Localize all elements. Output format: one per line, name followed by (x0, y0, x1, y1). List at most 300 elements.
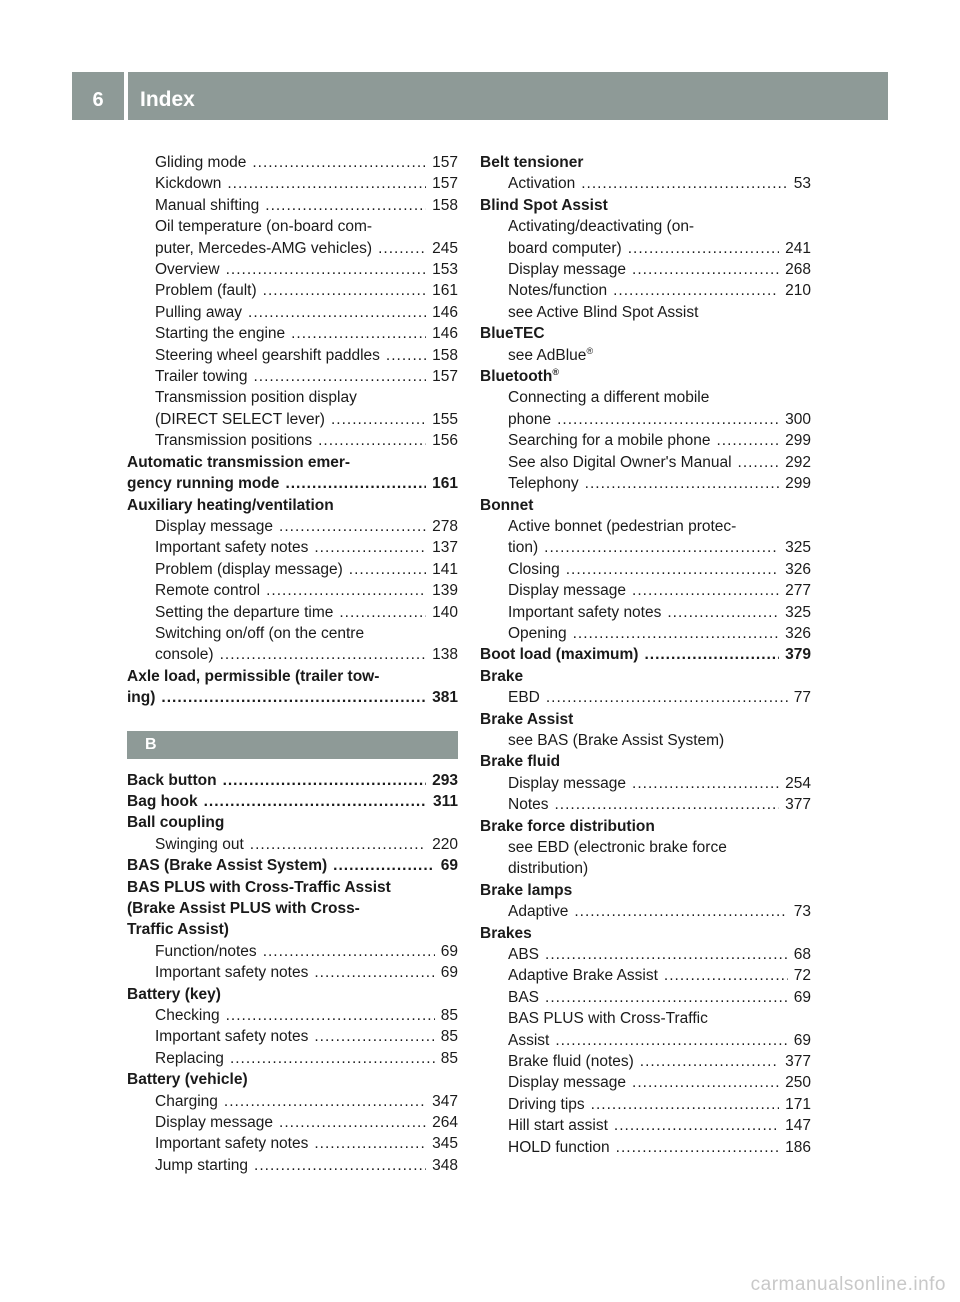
entry-text (480, 925, 532, 942)
page-ref[interactable]: 241 (785, 239, 811, 257)
entry-text (508, 944, 539, 965)
dot-leader (279, 516, 426, 537)
entry-label: Blind Spot Assist (480, 196, 608, 214)
index-heading (480, 366, 811, 387)
entry-label: Activation (508, 175, 576, 193)
dot-leader (664, 965, 788, 986)
entry-text (155, 559, 343, 580)
dot-leader (640, 1051, 779, 1072)
section-header-b: B (127, 731, 458, 759)
entry-text (127, 687, 155, 708)
index-heading (127, 812, 458, 833)
page-ref[interactable]: 153 (432, 261, 458, 279)
page-ref[interactable]: 158 (432, 196, 458, 214)
entry-text (127, 497, 334, 514)
entry-label: Adaptive Brake Assist (508, 967, 658, 985)
entry-text (508, 537, 538, 558)
registered-mark: ® (552, 366, 559, 377)
entry-label: BAS (508, 988, 540, 1006)
dot-leader (632, 259, 779, 280)
entry-text (155, 1155, 248, 1176)
dot-leader (263, 280, 426, 301)
index-subentry (480, 623, 811, 644)
page-ref[interactable]: 268 (785, 261, 811, 279)
entry-label: see Active Blind Spot Assist (508, 303, 699, 321)
dot-leader (557, 409, 779, 430)
entry-text (508, 304, 698, 321)
entry-text (508, 1072, 626, 1093)
entry-text (127, 921, 229, 938)
entry-label: Gliding mode (155, 154, 247, 171)
page-ref[interactable]: 146 (432, 303, 458, 321)
page-ref[interactable]: 277 (785, 582, 811, 600)
entry-label: Automatic transmission emer- (127, 453, 351, 471)
entry-text (155, 1026, 308, 1047)
entry-label: Starting the engine (155, 325, 286, 343)
entry-text (508, 860, 588, 877)
index-subentry (480, 687, 811, 708)
dot-leader (667, 602, 779, 623)
index-subentry (480, 901, 811, 922)
index-list-b (127, 770, 458, 1177)
entry-label: Brake (480, 667, 524, 685)
entry-text (155, 941, 257, 962)
page-ref[interactable]: 299 (785, 475, 811, 493)
page-ref[interactable]: 157 (432, 154, 458, 171)
entry-text (155, 962, 308, 983)
entry-text (480, 668, 523, 685)
entry-text (480, 711, 573, 728)
entry-text (508, 1030, 549, 1051)
page-ref[interactable]: 69 (440, 942, 458, 960)
dot-leader (314, 1133, 426, 1154)
index-subentry (127, 1133, 458, 1154)
dot-leader (581, 173, 788, 194)
page-ref[interactable]: 293 (432, 771, 458, 789)
index-subentry (127, 1026, 458, 1047)
dot-leader (226, 259, 427, 280)
entry-text (155, 218, 372, 235)
entry-label: BAS (Brake Assist System) (127, 857, 328, 875)
entry-text (155, 1048, 224, 1069)
page-ref[interactable]: 53 (793, 175, 811, 193)
dot-leader (738, 452, 780, 473)
entry-label: BAS PLUS with Cross-Traffic (508, 1010, 708, 1028)
index-subentry (480, 1072, 811, 1093)
page-ref[interactable]: 85 (440, 1049, 458, 1067)
page-ref[interactable]: 141 (432, 560, 458, 578)
page-ref[interactable]: 85 (440, 1007, 458, 1025)
index-subentry (480, 238, 811, 259)
page-ref[interactable]: 161 (432, 282, 458, 300)
page-ref[interactable]: 345 (432, 1135, 458, 1153)
page-ref[interactable]: 157 (432, 175, 458, 193)
watermark: carmanualsonline.info (750, 1274, 946, 1295)
dot-leader (252, 152, 426, 173)
index-subentry (480, 1030, 811, 1051)
page-ref[interactable]: 245 (432, 239, 458, 257)
dot-leader (265, 195, 426, 216)
entry-label: (DIRECT SELECT lever) (155, 410, 325, 428)
entry-label: BlueTEC (480, 325, 545, 343)
entry-label: Battery (key) (127, 985, 221, 1003)
page-ref[interactable]: 300 (785, 410, 811, 428)
entry-label: (Brake Assist PLUS with Cross- (127, 900, 360, 917)
entry-label: Active bonnet (pedestrian protec- (508, 517, 737, 535)
page-ref[interactable]: 157 (432, 368, 458, 386)
page-ref[interactable]: 146 (432, 325, 458, 343)
index-subentry (480, 537, 811, 558)
page-ref[interactable]: 69 (440, 964, 458, 982)
entry-label: Switching on/off (on the centre (155, 624, 365, 642)
entry-text (127, 900, 360, 917)
entry-label: phone (508, 410, 552, 428)
index-subentry (480, 1051, 811, 1072)
index-subentry (127, 345, 458, 366)
dot-leader (566, 559, 779, 580)
page-ref[interactable]: 299 (785, 432, 811, 450)
index-subentry (127, 430, 458, 451)
entry-label: Axle load, permissible (trailer tow- (127, 667, 380, 685)
entry-text (508, 218, 694, 235)
entry-text (480, 644, 638, 665)
entry-label: Important safety notes (155, 964, 309, 982)
entry-text (480, 368, 559, 385)
entry-text (127, 986, 221, 1003)
entry-label: Assist (508, 1031, 550, 1049)
page-ref[interactable]: 278 (432, 517, 458, 535)
entry-text (508, 238, 622, 259)
page-ref[interactable]: 139 (432, 582, 458, 600)
entry-label: See also Digital Owner's Manual (508, 453, 732, 471)
index-list-a (127, 152, 458, 709)
index-subentry (480, 1094, 811, 1115)
entry-label: Belt tensioner (480, 154, 584, 171)
entry-text (127, 668, 379, 685)
entry-label: Connecting a different mobile (508, 389, 710, 407)
dot-leader (613, 280, 779, 301)
dot-leader (314, 962, 434, 983)
page-ref[interactable]: 69 (440, 857, 458, 875)
entry-label: Replacing (155, 1049, 224, 1067)
dot-leader (161, 687, 426, 708)
entry-text (155, 834, 244, 855)
page-ref[interactable]: 140 (432, 603, 458, 621)
index-subentry (480, 409, 811, 430)
entry-text (155, 430, 312, 451)
index-heading (127, 984, 458, 1005)
entry-text (508, 280, 607, 301)
entry-label: Ball coupling (127, 814, 225, 832)
index-subentry (480, 302, 811, 323)
entry-text (508, 409, 551, 430)
index-subentry (127, 962, 458, 983)
index-heading (127, 666, 458, 687)
entry-text (127, 855, 327, 876)
dot-leader (616, 1137, 779, 1158)
page-ref[interactable]: 325 (785, 539, 811, 557)
page-ref[interactable]: 210 (785, 282, 811, 300)
page-ref[interactable]: 158 (432, 346, 458, 364)
dot-leader (331, 409, 426, 430)
entry-text (155, 259, 220, 280)
entry-label: Display message (508, 1074, 627, 1092)
page-ref[interactable]: 250 (785, 1074, 811, 1092)
page-ref[interactable]: 68 (793, 946, 811, 964)
entry-label: Overview (155, 261, 220, 279)
entry-label: Bluetooth (480, 368, 553, 386)
page-ref[interactable]: 85 (440, 1028, 458, 1046)
index-subentry (480, 858, 811, 879)
index-heading (480, 816, 811, 837)
dot-leader (318, 430, 426, 451)
dot-leader (248, 302, 426, 323)
index-subentry (480, 345, 811, 366)
index-subentry (127, 195, 458, 216)
index-subentry (127, 580, 458, 601)
entry-label: Problem (display message) (155, 560, 343, 578)
dot-leader (349, 559, 426, 580)
index-column-left (127, 152, 458, 1176)
entry-label: puter, Mercedes-AMG vehicles) (155, 239, 373, 257)
index-subentry (480, 730, 811, 751)
entry-text (127, 814, 224, 831)
entry-label: Auxiliary heating/ventilation (127, 496, 334, 514)
page-ref[interactable]: 156 (432, 432, 458, 450)
page-ref[interactable]: 381 (432, 689, 458, 707)
page-ref[interactable]: 264 (432, 1114, 458, 1132)
index-subentry (127, 409, 458, 430)
index-subentry (480, 1008, 811, 1029)
entry-text (508, 623, 567, 644)
entry-label: HOLD function (508, 1138, 610, 1156)
page-ref[interactable]: 138 (432, 646, 458, 664)
entry-text (155, 152, 246, 173)
index-subentry (480, 387, 811, 408)
dot-leader (227, 173, 426, 194)
entry-text (508, 1115, 608, 1136)
index-subentry (480, 944, 811, 965)
entry-label: Brake Assist (480, 710, 574, 728)
dot-leader (632, 580, 779, 601)
index-heading (127, 877, 458, 898)
index-subentry (127, 238, 458, 259)
entry-label: Bonnet (480, 496, 534, 514)
dot-leader (555, 794, 780, 815)
dot-leader (644, 644, 779, 665)
entry-text (508, 473, 579, 494)
index-subentry (127, 834, 458, 855)
entry-text (155, 345, 380, 366)
dot-leader (314, 1026, 434, 1047)
index-subentry (127, 602, 458, 623)
dot-leader (285, 473, 426, 494)
entry-label: Swinging out (155, 835, 244, 853)
page-ref[interactable]: 379 (785, 646, 811, 664)
entry-text (155, 389, 357, 406)
dot-leader (204, 791, 427, 812)
entry-text (508, 687, 540, 708)
index-column-right (480, 152, 811, 1158)
entry-label: ABS (508, 946, 540, 964)
page-ref[interactable]: 292 (785, 453, 811, 471)
dot-leader (224, 1091, 426, 1112)
dot-leader (614, 1115, 779, 1136)
index-list-right (480, 152, 811, 1158)
entry-text (155, 409, 325, 430)
index-heading (480, 751, 811, 772)
entry-label: Transmission positions (155, 432, 313, 450)
entry-label: EBD (508, 689, 540, 707)
entry-text (480, 154, 583, 171)
entry-label: Brake fluid (notes) (508, 1053, 634, 1071)
dot-leader (223, 770, 427, 791)
page-ref[interactable]: 77 (793, 689, 811, 707)
index-subentry (127, 1048, 458, 1069)
entry-label: Jump starting (155, 1156, 249, 1174)
page-ref[interactable]: 171 (785, 1095, 811, 1113)
entry-label: ing) (127, 689, 156, 707)
dot-leader (717, 430, 780, 451)
entry-text (480, 197, 608, 214)
index-subentry (480, 1137, 811, 1158)
index-subentry (127, 216, 458, 237)
entry-label: Battery (vehicle) (127, 1071, 248, 1089)
entry-label: Searching for a mobile phone (508, 432, 711, 450)
dot-leader (585, 473, 779, 494)
index-subentry (127, 537, 458, 558)
dot-leader (250, 834, 426, 855)
entry-text (508, 452, 732, 473)
entry-label: Kickdown (155, 175, 222, 193)
page-ref[interactable]: 69 (793, 1031, 811, 1049)
page-ref[interactable]: 348 (432, 1156, 458, 1174)
page-ref[interactable]: 325 (785, 603, 811, 621)
dot-leader (632, 773, 779, 794)
index-heading (127, 687, 458, 708)
entry-label: Back button (127, 771, 217, 789)
page-ref[interactable]: 377 (785, 1053, 811, 1071)
page-ref[interactable]: 220 (432, 835, 458, 853)
page-ref[interactable]: 311 (432, 792, 458, 810)
entry-text (508, 602, 661, 623)
entry-text (508, 1051, 634, 1072)
entry-label: Setting the departure time (155, 603, 334, 621)
index-subentry (480, 559, 811, 580)
index-heading (127, 770, 458, 791)
dot-leader (230, 1048, 435, 1069)
page-ref[interactable]: 72 (793, 967, 811, 985)
index-subentry (480, 965, 811, 986)
entry-text (127, 879, 391, 896)
index-subentry (127, 644, 458, 665)
page-ref[interactable]: 137 (432, 539, 458, 557)
page-ref[interactable]: 161 (432, 475, 458, 493)
entry-text (155, 302, 242, 323)
entry-label: Pulling away (155, 303, 243, 321)
index-subentry (480, 837, 811, 858)
index-heading (127, 1069, 458, 1090)
entry-text (155, 537, 308, 558)
dot-leader (573, 623, 780, 644)
entry-text (508, 430, 711, 451)
index-subentry (480, 280, 811, 301)
page-ref[interactable]: 377 (785, 796, 811, 814)
entry-text (508, 580, 626, 601)
index-heading (480, 666, 811, 687)
index-subentry (480, 452, 811, 473)
entry-label: see EBD (electronic brake force (508, 839, 727, 856)
entry-text (155, 366, 247, 387)
index-subentry (480, 794, 811, 815)
entry-label: Important safety notes (155, 539, 309, 557)
entry-text (508, 773, 626, 794)
page-ref[interactable]: 147 (785, 1117, 811, 1135)
dot-leader (333, 855, 435, 876)
entry-text (155, 280, 257, 301)
entry-label: see AdBlue (508, 346, 587, 364)
entry-text (508, 559, 560, 580)
entry-label: Brake force distribution (480, 817, 655, 835)
dot-leader (339, 602, 426, 623)
entry-label: board computer) (508, 239, 622, 257)
index-heading (480, 923, 811, 944)
entry-label: Charging (155, 1092, 218, 1110)
entry-label: Important safety notes (155, 1135, 309, 1153)
entry-label: Telephony (508, 475, 579, 493)
page-ref[interactable]: 326 (785, 624, 811, 642)
page-ref[interactable]: 155 (432, 410, 458, 428)
page-ref[interactable]: 326 (785, 560, 811, 578)
entry-text (155, 1005, 220, 1026)
entry-label: Display message (155, 1114, 274, 1132)
header-divider (124, 72, 128, 120)
entry-text (155, 602, 333, 623)
dot-leader (279, 1112, 426, 1133)
index-heading (127, 855, 458, 876)
dot-leader (254, 1155, 426, 1176)
index-subentry (480, 602, 811, 623)
index-subentry (127, 259, 458, 280)
page-ref[interactable]: 186 (785, 1138, 811, 1156)
entry-text (508, 794, 549, 815)
index-subentry (127, 366, 458, 387)
entry-text (155, 323, 285, 344)
entry-label: Display message (508, 774, 627, 792)
entry-text (508, 389, 709, 406)
entry-text (155, 1133, 308, 1154)
index-heading (480, 880, 811, 901)
page-ref[interactable]: 69 (793, 988, 811, 1006)
index-subentry (127, 559, 458, 580)
dot-leader (591, 1094, 779, 1115)
entry-text (480, 753, 560, 770)
entry-text (480, 497, 533, 514)
page-title: Index (140, 88, 195, 111)
page-ref[interactable]: 347 (432, 1092, 458, 1110)
dot-leader (545, 944, 788, 965)
dot-leader (263, 941, 435, 962)
dot-leader (378, 238, 426, 259)
entry-text (155, 625, 364, 642)
entry-text (508, 259, 626, 280)
page-ref[interactable]: 73 (793, 903, 811, 921)
entry-text (155, 1112, 273, 1133)
page-ref[interactable]: 254 (785, 774, 811, 792)
entry-label: Steering wheel gearshift paddles (155, 346, 380, 364)
entry-text (155, 173, 221, 194)
entry-text (155, 238, 372, 259)
